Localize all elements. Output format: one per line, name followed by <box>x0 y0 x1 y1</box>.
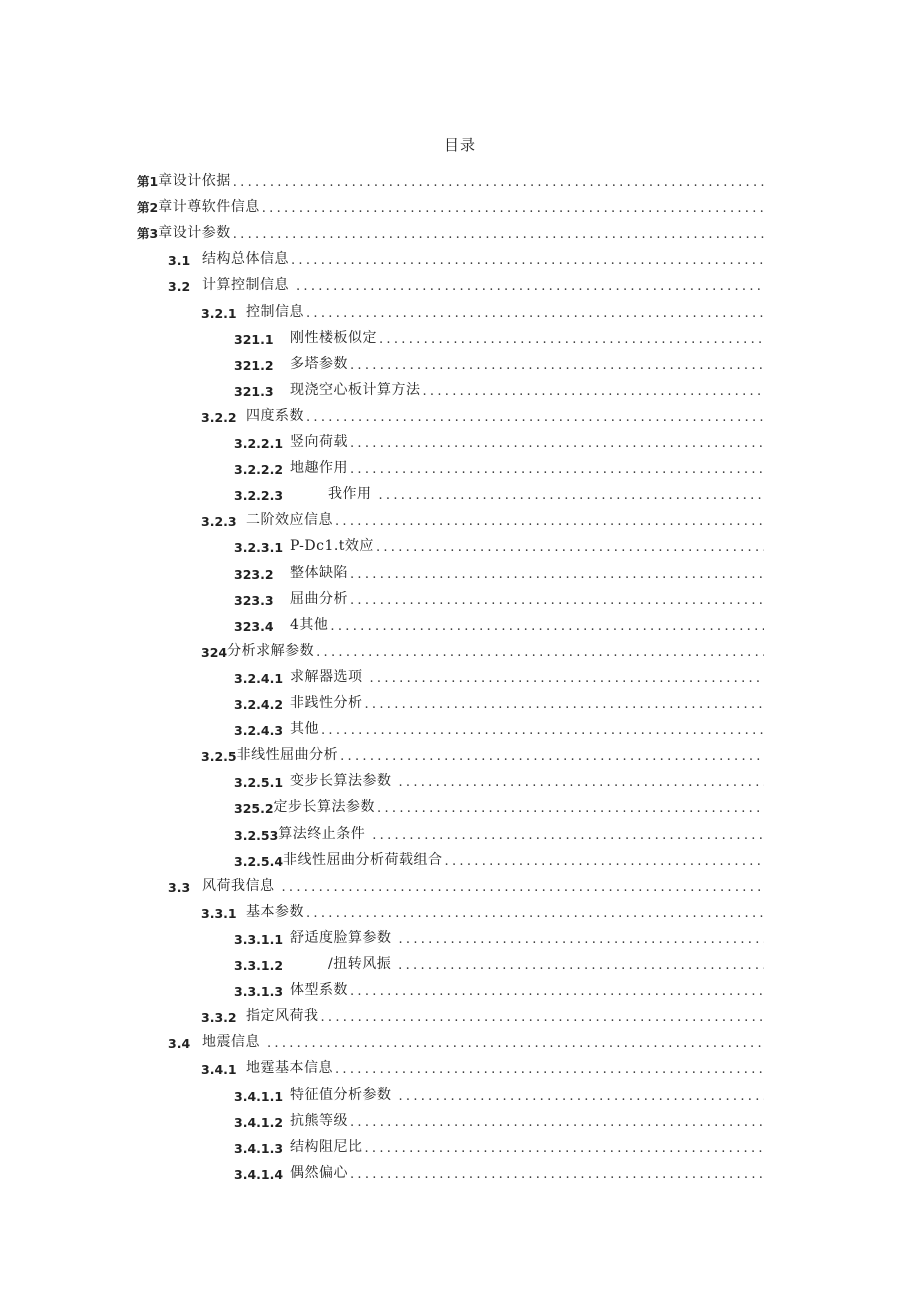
toc-entry-title: 抗熊等级 <box>290 1112 348 1129</box>
toc-entry-number: 第1 <box>137 174 159 189</box>
toc-entry-number: 3.2.4.1 <box>234 670 284 686</box>
toc-entry-number: 321.3 <box>234 383 274 399</box>
toc-entry-number: 3.4.1 <box>201 1062 237 1078</box>
toc-entry-number: 第3 <box>137 226 159 242</box>
toc-dot-leader <box>321 723 764 738</box>
toc-entry-title: 结构阻尼比 <box>290 1138 363 1155</box>
toc-entry-number: 3.3.1.1 <box>234 931 284 947</box>
toc-entry-title: 求解器选项 <box>290 668 368 685</box>
toc-entry[interactable] <box>234 325 764 347</box>
toc-entry-title: 结构总体信息 <box>202 251 289 268</box>
toc-entry[interactable] <box>234 377 764 399</box>
toc-entry[interactable] <box>234 1082 764 1104</box>
toc-entry-title: 章设计参数 <box>158 225 231 242</box>
toc-entry-title: 二阶效应信息 <box>246 512 333 529</box>
toc-entry-number: 3.3.1.2 <box>234 958 284 973</box>
toc-entry-number: 3.2.2.1 <box>234 436 284 451</box>
toc-entry-number: 3.2 <box>168 279 191 295</box>
toc-entry-number: 3.2.1 <box>201 305 237 321</box>
toc-entry-number: 3.3.2 <box>201 1010 237 1026</box>
toc-dot-leader <box>335 1062 764 1077</box>
toc-entry[interactable] <box>168 873 764 895</box>
toc-entry-number: 3.3.1.3 <box>234 984 284 1000</box>
toc-dot-leader <box>340 749 764 764</box>
toc-entry-title: 定步长算法参数 <box>273 799 376 816</box>
toc-entry-title: P-Dc1.t效应 <box>290 538 374 555</box>
toc-entry[interactable] <box>201 638 764 660</box>
toc-entry-title: 屈曲分析 <box>290 590 348 607</box>
toc-dot-leader <box>306 906 764 921</box>
toc-entry[interactable] <box>234 794 764 816</box>
toc-dot-leader <box>398 932 764 947</box>
toc-entry-number: 323.2 <box>234 566 274 582</box>
toc-entry-title: 章设计依据 <box>158 173 231 189</box>
toc-entry[interactable] <box>201 742 764 764</box>
toc-entry-number: 324 <box>201 644 228 660</box>
toc-dot-leader <box>350 1115 764 1130</box>
toc-entry[interactable] <box>137 220 764 242</box>
toc-entry[interactable] <box>234 429 764 451</box>
toc-entry[interactable] <box>201 899 764 921</box>
toc-entry-number: 3.2.2.3 <box>234 488 284 504</box>
toc-entry-title: 分析求解参数 <box>227 642 315 659</box>
toc-entry-number: 3.2.4.3 <box>234 723 284 739</box>
toc-entry-title: 体型系数 <box>290 982 348 999</box>
toc-dot-leader <box>365 1141 765 1156</box>
toc-entry[interactable] <box>234 560 764 582</box>
toc-entry[interactable] <box>201 1003 764 1025</box>
toc-entry-number: 323.3 <box>234 592 274 608</box>
toc-dot-leader <box>296 279 764 294</box>
toc-entry-title: 多塔参数 <box>290 355 348 372</box>
toc-entry[interactable] <box>168 1029 764 1051</box>
toc-entry-number: 第2 <box>137 200 159 216</box>
toc-entry[interactable] <box>234 951 764 973</box>
toc-entry-number: 321.2 <box>234 357 274 373</box>
toc-entry-title: 非践性分析 <box>290 695 363 711</box>
toc-dot-leader <box>306 410 764 425</box>
toc-entry-number: 3.2.3.1 <box>234 540 284 556</box>
toc-entry-number: 3.4.1.4 <box>234 1166 284 1182</box>
toc-dot-leader <box>335 514 764 529</box>
toc-entry-number: 3.2.2 <box>201 409 237 425</box>
toc-dot-leader <box>372 828 764 843</box>
toc-entry-number: 3.2.53 <box>234 827 279 843</box>
toc-entry-title: 竖向荷载 <box>290 434 348 450</box>
toc-entry-title: 章计尊软件信息 <box>158 199 260 216</box>
toc-dot-leader <box>376 540 764 555</box>
toc-entry-title: 偶然偏心 <box>290 1164 348 1181</box>
toc-entry-title: 计算控制信息 <box>202 277 294 294</box>
toc-entry[interactable] <box>234 586 764 608</box>
toc-entry[interactable] <box>234 1160 764 1182</box>
toc-entry[interactable] <box>234 768 764 790</box>
toc-entry[interactable] <box>201 507 764 529</box>
toc-entry-title: 非线性屈曲分析 <box>236 747 339 764</box>
toc-entry-title: 算法终止条件 <box>278 825 371 842</box>
toc-entry[interactable] <box>137 194 764 216</box>
toc-entry[interactable] <box>201 403 764 425</box>
toc-entry-title: 特征值分析参数 <box>290 1086 397 1103</box>
page-title: 目录 <box>443 136 476 154</box>
toc-entry[interactable] <box>234 664 764 686</box>
toc-entry[interactable] <box>234 690 764 712</box>
toc-entry-number: 3.3 <box>168 879 191 895</box>
toc-dot-leader <box>267 1036 764 1051</box>
toc-entry-number: 3.2.5.4 <box>234 853 284 869</box>
toc-entry-number: 3.4.1.2 <box>234 1114 284 1130</box>
toc-entry-title: 4其他 <box>290 616 329 633</box>
toc-entry[interactable] <box>168 272 764 294</box>
toc-entry-title: /扭转风振 <box>328 956 397 972</box>
toc-dot-leader <box>378 488 764 503</box>
toc-entry[interactable] <box>234 351 764 373</box>
toc-entry-number: 3.2.3 <box>201 514 237 530</box>
toc-entry-number: 3.4.1.1 <box>234 1088 284 1104</box>
toc-dot-leader <box>306 306 764 321</box>
toc-entry-title: 基本参数 <box>246 903 304 920</box>
toc-dot-leader <box>350 436 764 451</box>
toc-entry[interactable] <box>234 481 764 503</box>
toc-dot-leader <box>369 671 764 686</box>
toc-entry[interactable] <box>234 716 764 738</box>
toc-entry-title: 变步长算法参数 <box>290 773 397 790</box>
toc-entry-title: 地霆基本信息 <box>246 1060 333 1077</box>
toc-entry-number: 3.2.4.2 <box>234 697 284 712</box>
toc-entry[interactable] <box>234 821 764 843</box>
toc-dot-leader <box>291 253 764 268</box>
toc-entry-title: 地震信息 <box>202 1034 265 1051</box>
toc-dot-leader <box>350 593 764 608</box>
toc-entry-title: 风荷我信息 <box>202 877 280 894</box>
toc-dot-leader <box>445 854 764 869</box>
toc-dot-leader <box>321 1010 765 1025</box>
toc-entry[interactable] <box>234 925 764 947</box>
toc-entry-title: 四度系数 <box>246 407 304 424</box>
toc-dot-leader <box>330 619 764 634</box>
toc-entry[interactable] <box>201 1055 764 1077</box>
toc-entry[interactable] <box>168 246 764 268</box>
toc-entry-title: 地趣作用 <box>290 460 348 477</box>
toc-entry-number: 323.4 <box>234 618 274 634</box>
toc-entry-number: 3.2.5.1 <box>234 775 284 791</box>
toc-entry[interactable] <box>201 299 764 321</box>
toc-dot-leader <box>379 332 764 347</box>
toc-dot-leader <box>350 984 764 999</box>
toc-entry[interactable] <box>234 533 764 555</box>
toc-entry[interactable] <box>234 847 764 869</box>
toc-entry[interactable] <box>137 168 764 190</box>
toc-dot-leader <box>365 697 765 712</box>
toc-dot-leader <box>316 645 764 660</box>
toc-entry-title: 指定风荷我 <box>246 1008 319 1025</box>
toc-dot-leader <box>350 358 764 373</box>
toc-entry-title: 刚性楼板似定 <box>290 329 377 346</box>
toc-dot-leader <box>350 462 764 477</box>
toc-dot-leader <box>262 201 764 216</box>
toc-dot-leader <box>350 567 764 582</box>
toc-entry[interactable] <box>234 612 764 634</box>
toc-entry-title: 控制信息 <box>246 303 304 320</box>
toc-entry-title: 现浇空心板计算方法 <box>290 381 421 398</box>
toc-entry-title: 其他 <box>290 721 319 738</box>
toc-dot-leader <box>377 801 764 816</box>
toc-entry[interactable] <box>234 455 764 477</box>
toc-entry-number: 3.3.1 <box>201 905 237 921</box>
toc-entry-number: 3.4.1.3 <box>234 1140 284 1156</box>
toc-entry[interactable] <box>234 1134 764 1156</box>
toc-entry-number: 3.2.5 <box>201 749 237 765</box>
toc-dot-leader <box>398 1089 764 1104</box>
toc-entry-title: 舒适度脸算参数 <box>290 929 397 946</box>
toc-entry-title: 非线性屈曲分析荷载组合 <box>283 851 443 868</box>
toc-entry-title: 整体缺陷 <box>290 564 348 581</box>
toc-dot-leader <box>281 880 764 895</box>
toc-entry-number: 321.1 <box>234 331 274 347</box>
toc-dot-leader <box>350 1167 764 1182</box>
toc-dot-leader <box>398 775 764 790</box>
toc-entry[interactable] <box>234 1108 764 1130</box>
toc-entry-number: 325.2 <box>234 801 274 817</box>
toc-dot-leader <box>233 227 764 242</box>
toc-entry-number: 3.4 <box>168 1036 191 1052</box>
toc-dot-leader <box>233 175 764 190</box>
toc-entry-title: 我作用 <box>328 486 377 503</box>
toc-dot-leader <box>423 384 765 399</box>
toc-entry[interactable] <box>234 977 764 999</box>
toc-dot-leader <box>398 958 764 973</box>
toc-entry-number: 3.1 <box>168 253 191 269</box>
toc-entry-number: 3.2.2.2 <box>234 462 284 478</box>
